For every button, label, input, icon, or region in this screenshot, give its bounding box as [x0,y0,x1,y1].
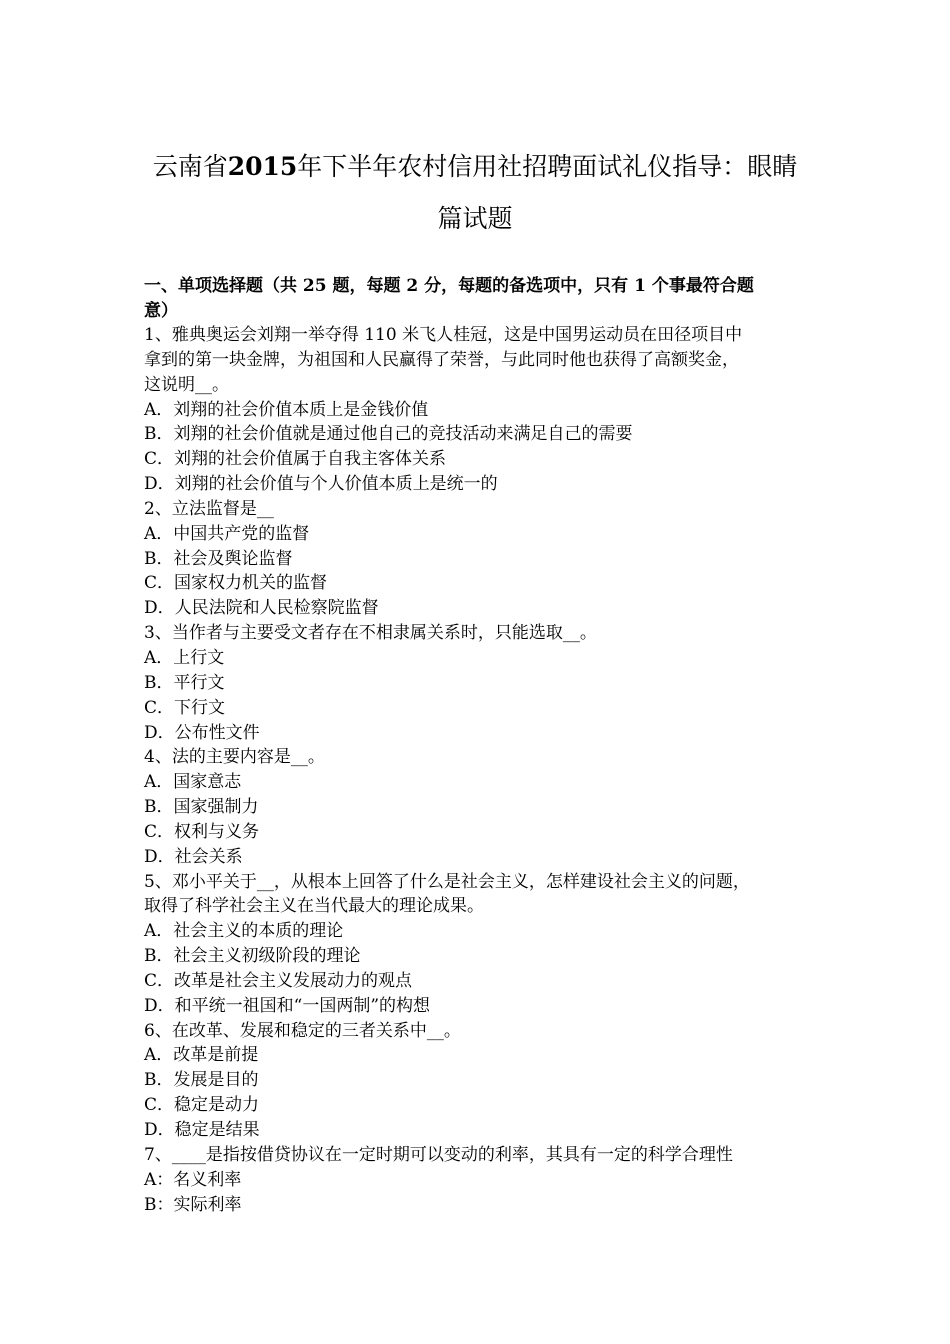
answer-option: C．权利与义务 [144,821,260,842]
question-item [144,497,824,621]
section-heading-line: 意） [144,301,178,321]
question-stem: 4、法的主要内容是__。 [144,747,325,768]
question-item [144,745,824,869]
question-item [144,870,824,1019]
answer-option: D．社会关系 [144,846,243,867]
answer-option: D．人民法院和人民检察院监督 [144,598,379,619]
answer-option: B．平行文 [144,672,225,693]
answer-option: D．稳定是结果 [144,1120,260,1140]
question-item [144,323,824,497]
answer-option: B．发展是目的 [144,1070,259,1091]
answer-option: B．社会主义初级阶段的理论 [144,946,361,967]
answer-option: A：名义利率 [144,1169,242,1190]
document-title [110,141,840,245]
question-stem: 这说明__。 [144,374,229,395]
answer-option: A．刘翔的社会价值本质上是金钱价值 [144,399,429,420]
answer-option: A．中国共产党的监督 [144,523,310,544]
answer-option: A．改革是前提 [144,1045,259,1066]
question-stem: 5、邓小平关于__，从根本上回答了什么是社会主义，怎样建设社会主义的问题， [144,871,750,892]
question-stem: 3、当作者与主要受文者存在不相隶属关系时，只能选取__。 [144,623,597,644]
question-stem: 拿到的第一块金牌，为祖国和人民赢得了荣誉，与此同时他也获得了高额奖金， [144,349,739,370]
answer-option: D．公布性文件 [144,722,260,743]
section-heading-line: 一、单项选择题（共 25 题，每题 2 分，每题的备选项中，只有 1 个事最符合题 [144,276,754,296]
answer-option: A．国家意志 [144,772,242,793]
title-year: 2015 [227,152,298,181]
answer-option: B．社会及舆论监督 [144,548,293,569]
answer-option: B：实际利率 [144,1194,242,1215]
question-stem: 6、在改革、发展和稳定的三者关系中__。 [144,1020,461,1041]
answer-option: D．和平统一祖国和“一国两制”的构想 [144,995,431,1016]
answer-option: C．国家权力机关的监督 [144,573,328,594]
section-heading [144,274,814,324]
question-stem: 7、____是指按借贷协议在一定时期可以变动的利率，其具有一定的科学合理性 [144,1144,733,1165]
question-item [144,621,824,745]
title-suffix: 年下半年农村信用社招聘面试礼仪指导：眼睛 [297,152,798,181]
answer-option: A．社会主义的本质的理论 [144,921,344,942]
answer-option: B．国家强制力 [144,797,259,818]
title-line-1 [110,141,840,193]
question-stem: 取得了科学社会主义在当代最大的理论成果。 [144,896,484,917]
answer-option: C．稳定是动力 [144,1095,260,1116]
title-prefix: 云南省 [152,152,228,181]
answer-option: C．下行文 [144,697,226,718]
answer-option: C．刘翔的社会价值属于自我主客体关系 [144,449,447,470]
question-stem: 2、立法监督是__ [144,498,274,519]
question-item [144,1019,824,1143]
answer-option: D．刘翔的社会价值与个人价值本质上是统一的 [144,474,498,495]
answer-option: A．上行文 [144,647,225,668]
answer-option: B．刘翔的社会价值就是通过他自己的竞技活动来满足自己的需要 [144,424,633,445]
question-list [144,323,824,1217]
title-line-2: 篇试题 [437,204,513,233]
question-stem: 1、雅典奥运会刘翔一举夺得 110 米飞人桂冠，这是中国男运动员在田径项目中 [144,325,743,345]
answer-option: C．改革是社会主义发展动力的观点 [144,970,413,991]
question-item [144,1143,824,1218]
